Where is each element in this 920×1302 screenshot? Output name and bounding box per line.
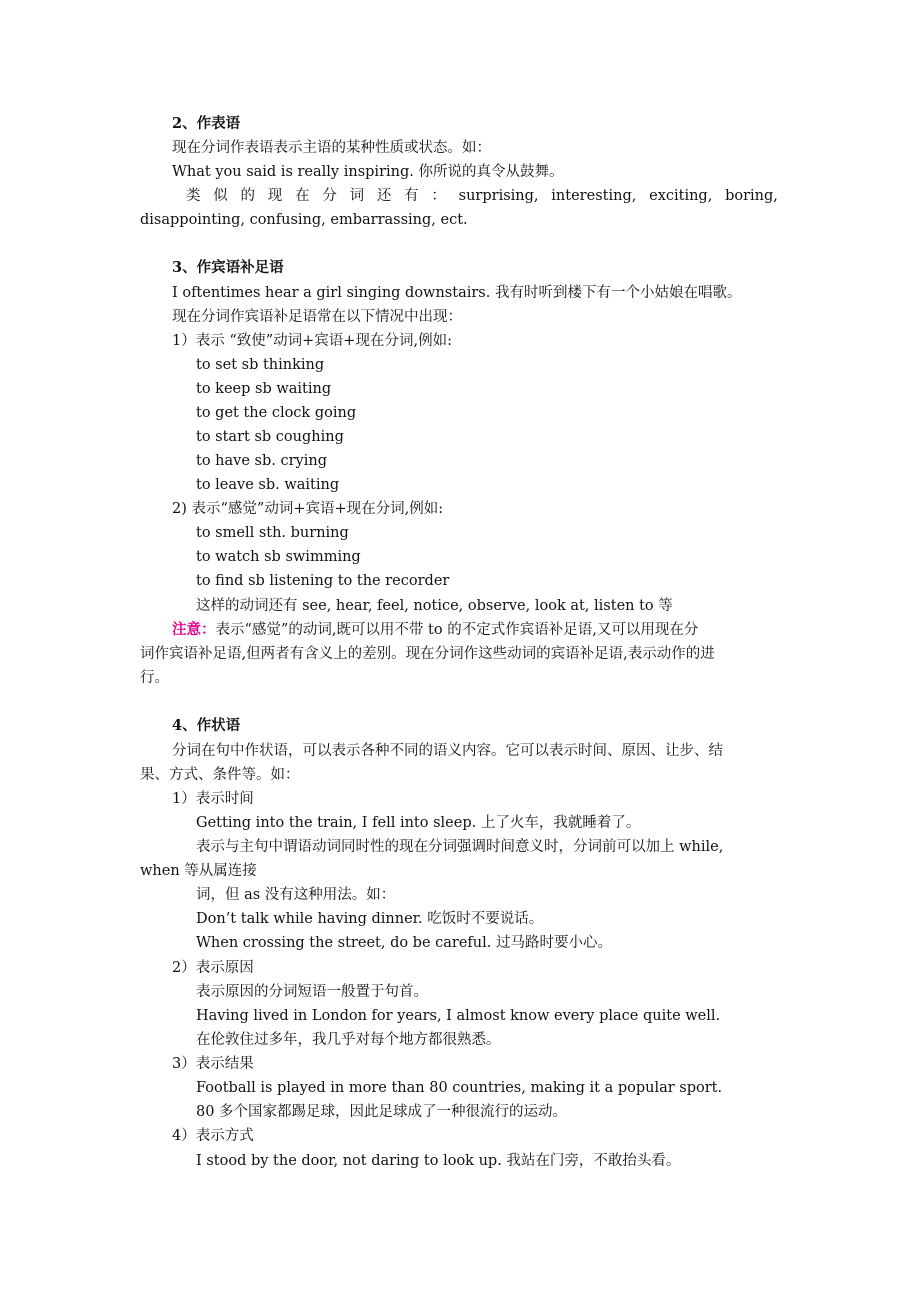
list-item: to have sb. crying [196,453,327,469]
list-item: to get the clock going [196,405,357,421]
section-3-heading: 3、作宾语补足语 [172,259,284,276]
word: exciting, [649,188,713,204]
word: boring, [725,188,778,204]
paragraph-line: 这样的动词还有 see, hear, feel, notice, observe, look at, listen to 等 [196,598,673,614]
word: 分 [322,188,337,204]
list-item: to smell sth. burning [196,525,349,541]
subsection-heading: 2）表示原因 [172,960,254,976]
paragraph-line: 表示原因的分词短语一般置于句首。 [196,984,428,1000]
example-line: Don’t talk while having dinner. 吃饭时不要说话。 [196,911,544,927]
paragraph-line: 果、方式、条件等。如： [140,767,300,783]
list-item: to watch sb swimming [196,549,361,565]
list-item: to find sb listening to the recorder [196,573,450,589]
note-text: 表示“感觉”的动词,既可以用不带 to 的不定式作宾语补足语,又可以用现在分 [215,622,699,638]
case-1-heading: 1）表示 “致使”动词+宾语+现在分词,例如: [172,333,452,349]
paragraph-line: 现在分词作表语表示主语的某种性质或状态。如： [172,140,491,156]
paragraph-line: disappointing, confusing, embarrassing, ect. [140,212,468,228]
note-label: 注意： [172,621,216,638]
case-2-heading: 2) 表示“感觉”动词+宾语+现在分词,例如: [172,501,444,517]
word: 有 [404,188,419,204]
example-line: What you said is really inspiring. 你所说的真令从鼓舞。 [172,164,564,180]
word: 类 [186,188,201,204]
word: surprising, [458,188,539,204]
paragraph-line: 表示与主句中谓语动词同时性的现在分词强调时间意义时，分词前可以加上 while, [196,839,724,855]
subsection-heading: 3）表示结果 [172,1056,254,1072]
translation-line: 80 多个国家都踢足球，因此足球成了一种很流行的运动。 [196,1104,568,1120]
word: 还 [376,188,392,204]
translation-line: 在伦敦住过多年，我几乎对每个地方都很熟悉。 [196,1032,501,1048]
word: 的 [240,188,256,204]
list-item: to keep sb waiting [196,381,332,397]
word: ： [431,188,446,204]
word: 词 [349,188,365,204]
word: 似 [213,188,228,204]
list-item: to set sb thinking [196,357,325,373]
section-2-heading: 2、作表语 [172,115,241,132]
note-line: 行。 [140,670,169,686]
section-4-heading: 4、作状语 [172,717,241,734]
example-line: Getting into the train, I fell into sleep. 上了火车，我就睡着了。 [196,815,641,831]
note-line: 词作宾语补足语,但两者有含义上的差别。现在分词作这些动词的宾语补足语,表示动作的进 [140,646,715,662]
justified-line [186,186,778,206]
example-line: Having lived in London for years, I almost know every place quite well. [196,1008,721,1024]
paragraph-line: when 等从属连接 [140,863,257,879]
word: 在 [295,188,310,204]
note-line [172,620,698,640]
subsection-heading: 1）表示时间 [172,791,254,807]
list-item: to start sb coughing [196,429,344,445]
example-line: I oftentimes hear a girl singing downstairs. 我有时听到楼下有一个小姑娘在唱歌。 [172,285,742,301]
word: interesting, [551,188,637,204]
example-line: Football is played in more than 80 countries, making it a popular sport. [196,1080,723,1096]
word: 现 [267,188,283,204]
example-line: I stood by the door, not daring to look up. 我站在门旁，不敢抬头看。 [196,1153,681,1169]
list-item: to leave sb. waiting [196,477,340,493]
subsection-heading: 4）表示方式 [172,1128,254,1144]
paragraph-line: 现在分词作宾语补足语常在以下情况中出现： [172,309,462,325]
paragraph-line: 分词在句中作状语，可以表示各种不同的语义内容。它可以表示时间、原因、让步、结 [172,743,723,759]
example-line: When crossing the street, do be careful. 过马路时要小心。 [196,935,612,951]
paragraph-line: 词，但 as 没有这种用法。如： [196,887,396,903]
